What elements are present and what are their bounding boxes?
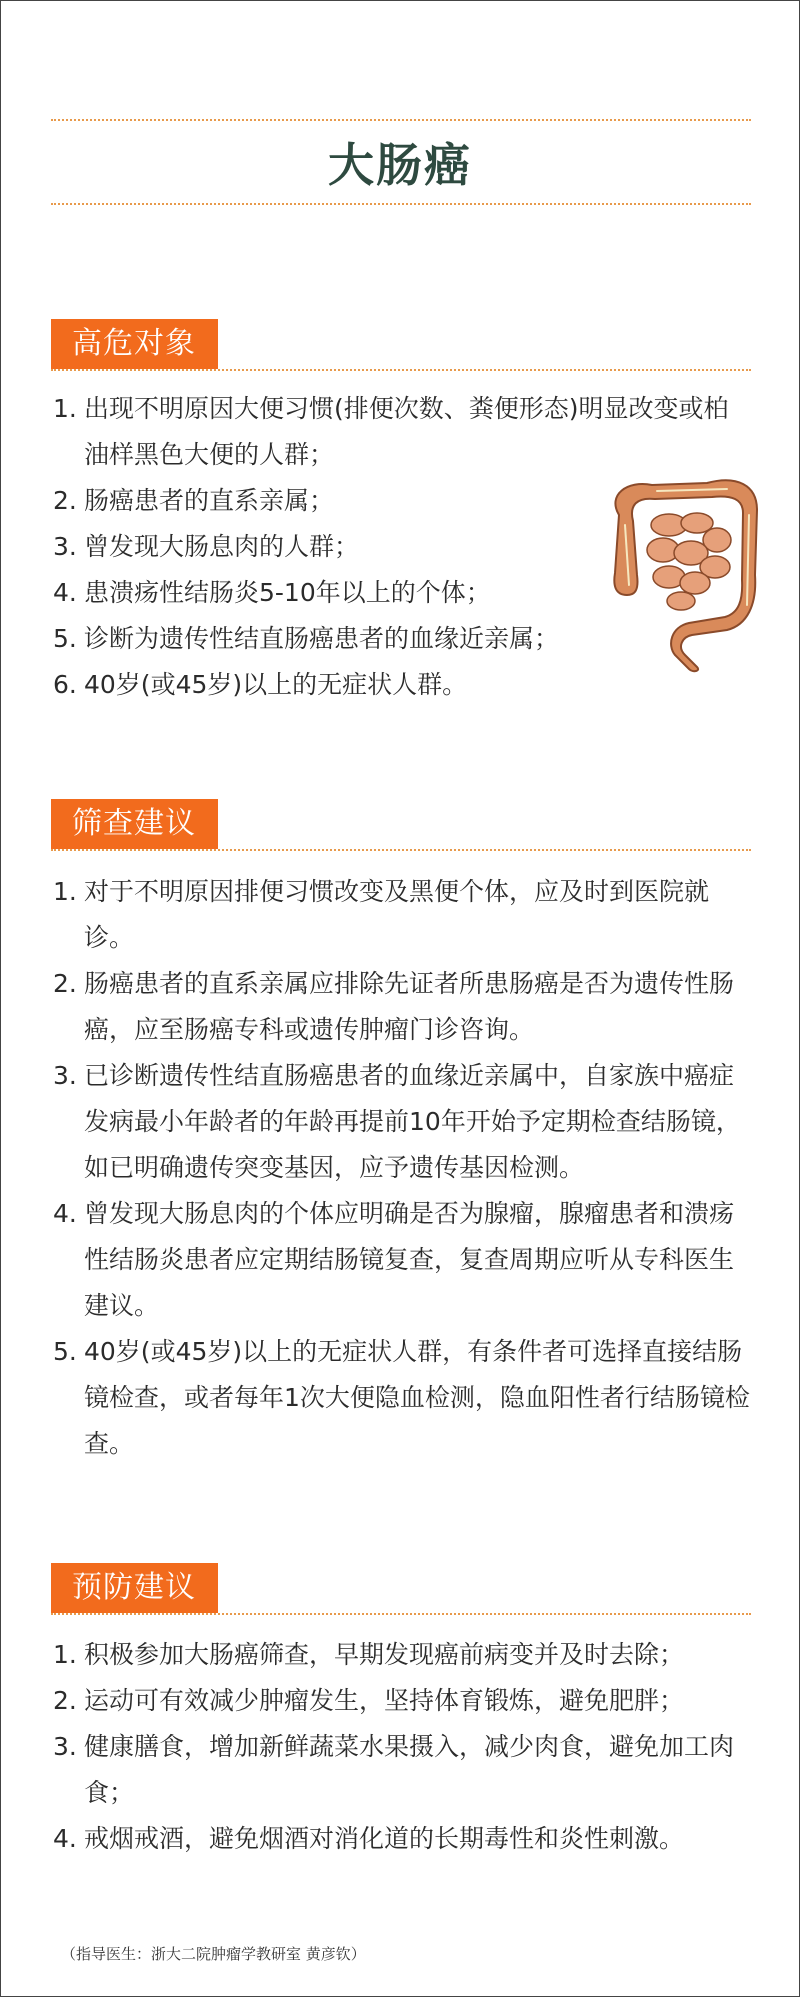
item-text: 肠癌患者的直系亲属； [84, 486, 335, 515]
item-number: 4. [53, 578, 77, 607]
item-text: 积极参加大肠癌筛查，早期发现癌前病变并及时去除； [84, 1640, 685, 1669]
list-item [51, 1678, 751, 1724]
item-text: 出现不明原因大便习惯(排便次数、粪便形态)明显改变或柏油样黑色大便的人群； [84, 394, 729, 469]
section-header-prevention [51, 1563, 751, 1613]
item-text: 对于不明原因排便习惯改变及黑便个体，应及时到医院就诊。 [84, 877, 710, 952]
item-number: 3. [53, 1061, 77, 1090]
item-number: 1. [53, 394, 77, 423]
item-number: 1. [53, 877, 77, 906]
section-heading: 筛查建议 [51, 799, 218, 849]
item-text: 曾发现大肠息肉的人群； [84, 532, 360, 561]
screening-list [51, 869, 751, 1467]
section-header-screening [51, 799, 751, 849]
section-header-high-risk [51, 319, 751, 369]
section-heading: 高危对象 [51, 319, 218, 369]
item-text: 健康膳食，增加新鲜蔬菜水果摄入，减少肉食，避免加工肉食； [84, 1732, 735, 1807]
item-text: 曾发现大肠息肉的个体应明确是否为腺瘤，腺瘤患者和溃疡性结肠炎患者应定期结肠镜复查，复查周期应听从专科医生建议。 [84, 1199, 735, 1320]
section-heading: 预防建议 [51, 1563, 218, 1613]
item-text: 肠癌患者的直系亲属应排除先证者所患肠癌是否为遗传性肠癌，应至肠癌专科或遗传肿瘤门诊咨询。 [84, 969, 735, 1044]
item-text: 40岁(或45岁)以上的无症状人群，有条件者可选择直接结肠镜检查，或者每年1次大便隐血检测，隐血阳性者行结肠镜检查。 [84, 1337, 750, 1458]
item-text: 患溃疡性结肠炎5-10年以上的个体； [84, 578, 491, 607]
item-number: 6. [53, 670, 77, 699]
list-item [51, 961, 751, 1053]
item-text: 诊断为遗传性结直肠癌患者的血缘近亲属； [84, 624, 560, 653]
page-title: 大肠癌 [328, 138, 472, 192]
item-number: 2. [53, 486, 77, 515]
item-number: 2. [53, 1686, 77, 1715]
item-number: 5. [53, 1337, 77, 1366]
item-number: 2. [53, 969, 77, 998]
list-item [51, 1191, 751, 1329]
list-item [51, 1329, 751, 1467]
item-text: 运动可有效减少肿瘤发生，坚持体育锻炼，避免肥胖； [84, 1686, 685, 1715]
item-number: 3. [53, 532, 77, 561]
item-number: 4. [53, 1824, 77, 1853]
item-number: 5. [53, 624, 77, 653]
list-item [51, 1632, 751, 1678]
item-text: 已诊断遗传性结直肠癌患者的血缘近亲属中，自家族中癌症发病最小年龄者的年龄再提前10年开始予定期检查结肠镜，如已明确遗传突变基因，应予遗传基因检测。 [84, 1061, 741, 1182]
item-number: 4. [53, 1199, 77, 1228]
large-intestine-illustration [597, 455, 765, 673]
list-item [51, 1816, 751, 1862]
footer-credit: （指导医生：浙大二院肿瘤学教研室 黄彦钦） [61, 1945, 366, 1963]
list-item [51, 869, 751, 961]
prevention-list [51, 1632, 751, 1862]
title-rule-bottom [51, 203, 751, 205]
item-text: 戒烟戒酒，避免烟酒对消化道的长期毒性和炎性刺激。 [84, 1824, 685, 1853]
item-text: 40岁(或45岁)以上的无症状人群。 [84, 670, 468, 699]
section-rule [51, 1613, 751, 1615]
title-rule-top [51, 119, 751, 121]
section-rule [51, 369, 751, 371]
list-item [51, 1053, 751, 1191]
list-item [51, 1724, 751, 1816]
item-number: 3. [53, 1732, 77, 1761]
section-rule [51, 849, 751, 851]
item-number: 1. [53, 1640, 77, 1669]
